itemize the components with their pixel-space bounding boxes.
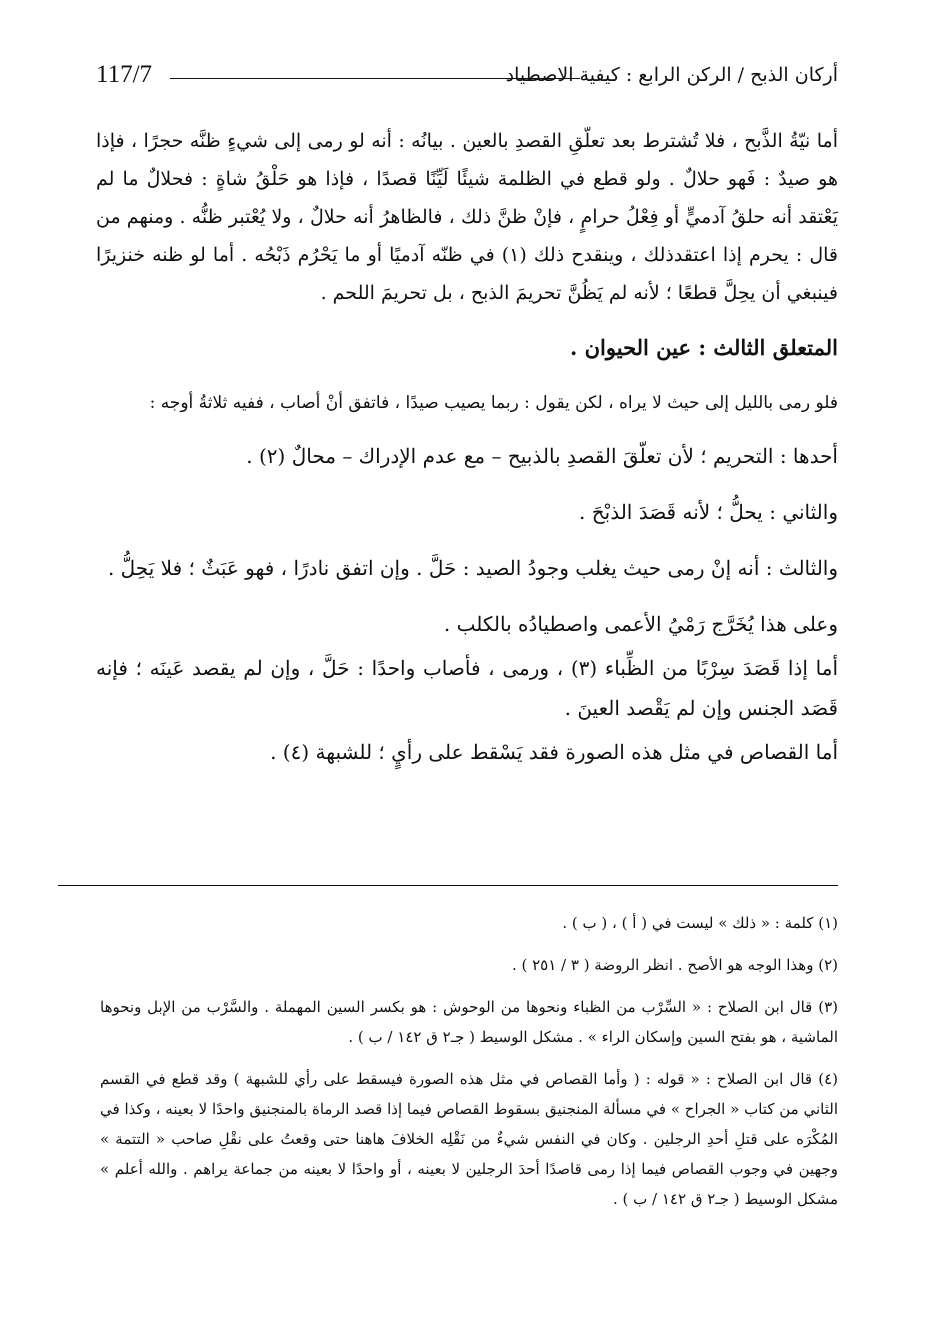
footnote-separator — [58, 885, 838, 886]
paragraph-second-view: والثاني : يحلُّ ؛ لأنه قَصَدَ الذبْحَ . — [579, 500, 838, 524]
running-header — [96, 58, 838, 94]
paragraph-intention: أما نيّةُ الذَّبح ، فلا تُشترط بعد تعلّقِ القصدِ بالعين . بيانُه : أنه لو رمى إلى شيءٍ ظنَّه حجرًا ، فإذا هو صيدٌ : فَهو حلالٌ . ولو قطع في الظلمة شيئًا لَيِّنًا قصدًا ، فإذا هو حَلْقُ شاةٍ : فحلالٌ ما لم يَعْتقد أنه حلقُ آدميٍّ أو فِعْلُ حرامٍ ، فإنْ ظنَّ ذلك ، فالظاهرُ أنه حلالٌ ، ولا يُعْتبر ظنُّه . ومنهم من قال : يحرم إذا اعتقدذلك ، وينقدح ذلك (١) في ظنّه آدميًا أو ما يَحْرُم ذَبْحُه . أما لو ظنه خنزيرًا فينبغي أن يحِلَّ قطعًا ؛ لأنه لم يَظُنَّ تحريمَ الذبح ، بل تحريمَ اللحم . — [96, 130, 838, 304]
paragraph-night-shooting: فلو رمى بالليل إلى حيث لا يراه ، لكن يقول : ربما يصيب صيدًا ، فاتفق أنْ أصاب ، ففيه ثلاثةُ أوجه : — [149, 393, 838, 413]
page-number: 117/7 — [96, 61, 153, 88]
main-text — [96, 122, 838, 772]
running-title: أركان الذبح / الركن الرابع : كيفية الاصطياد — [505, 64, 838, 86]
paragraph-retaliation: أما القصاص في مثل هذه الصورة فقد يَسْقط على رأيٍ ؛ للشبهة (٤) . — [270, 740, 838, 764]
paragraph-blind-hunter: وعلى هذا يُخَرَّج رَمْيُ الأعمى واصطيادُه بالكلب . — [443, 612, 838, 636]
paragraph-herd: أما إذا قَصَدَ سِرْبًا من الظِّباء (٣) ، ورمى ، فأصاب واحدًا : حَلَّ ، وإن لم يقصد عَينَه ؛ فإنه قَصَد الجنس وإن لم يَقْصد العينَ . — [96, 656, 838, 720]
footnote-1: (١) كلمة : « ذلك » ليست في ( أ ) ، ( ب ) . — [562, 914, 838, 932]
footnote-3: (٣) قال ابن الصلاح : « السِّرْب من الظباء ونحوها من الوحوش : هو بكسر السين المهملة . والسَّرْب من الإبل ونحوها الماشية ، هو بفتح السين وإسكان الراء » . مشكل الوسيط ( جـ٢ ق ١٤٢ / ب ) . — [100, 998, 838, 1046]
section-heading: المتعلق الثالث : عين الحيوان . — [570, 335, 838, 360]
paragraph-first-view: أحدها : التحريم ؛ لأن تعلّقَ القصدِ بالذبيح – مع عدم الإدراك – محالٌ (٢) . — [246, 444, 838, 468]
footnote-2: (٢) وهذا الوجه هو الأصح . انظر الروضة ( ٣ / ٢٥١ ) . — [511, 956, 838, 974]
paragraph-third-view: والثالث : أنه إنْ رمى حيث يغلب وجودُ الصيد : حَلَّ . وإن اتفق نادرًا ، فهو عَبَثٌ ؛ فلا يَحِلُّ . — [107, 556, 838, 580]
footnote-4: (٤) قال ابن الصلاح : « قوله : ( وأما القصاص في مثل هذه الصورة فيسقط على رأي للشبهة ) وقد قطع في القسم الثاني من كتاب « الجراح » في مسألة المنجنيق بسقوط القصاص فيما إذا قصد الرماة بالمنجنيق واحدًا لا بعينه ، وكذا في المُكْرَه على قتلِ أحدِ الرجلين . وكان في النفس شيءٌ من نَقْلِه الخلافَ هاهنا حتى وقعتُ على نقْلِ صاحب « التتمة » وجهين في وجوب القصاص فيما إذا رمى قاصدًا أحدَ الرجلين لا بعينه ، أو واحدًا لا بعينه من جماعة يراهم . والله أعلم » مشكل الوسيط ( جـ٢ ق ١٤٢ / ب ) . — [100, 1070, 838, 1208]
footnotes — [100, 908, 838, 1226]
